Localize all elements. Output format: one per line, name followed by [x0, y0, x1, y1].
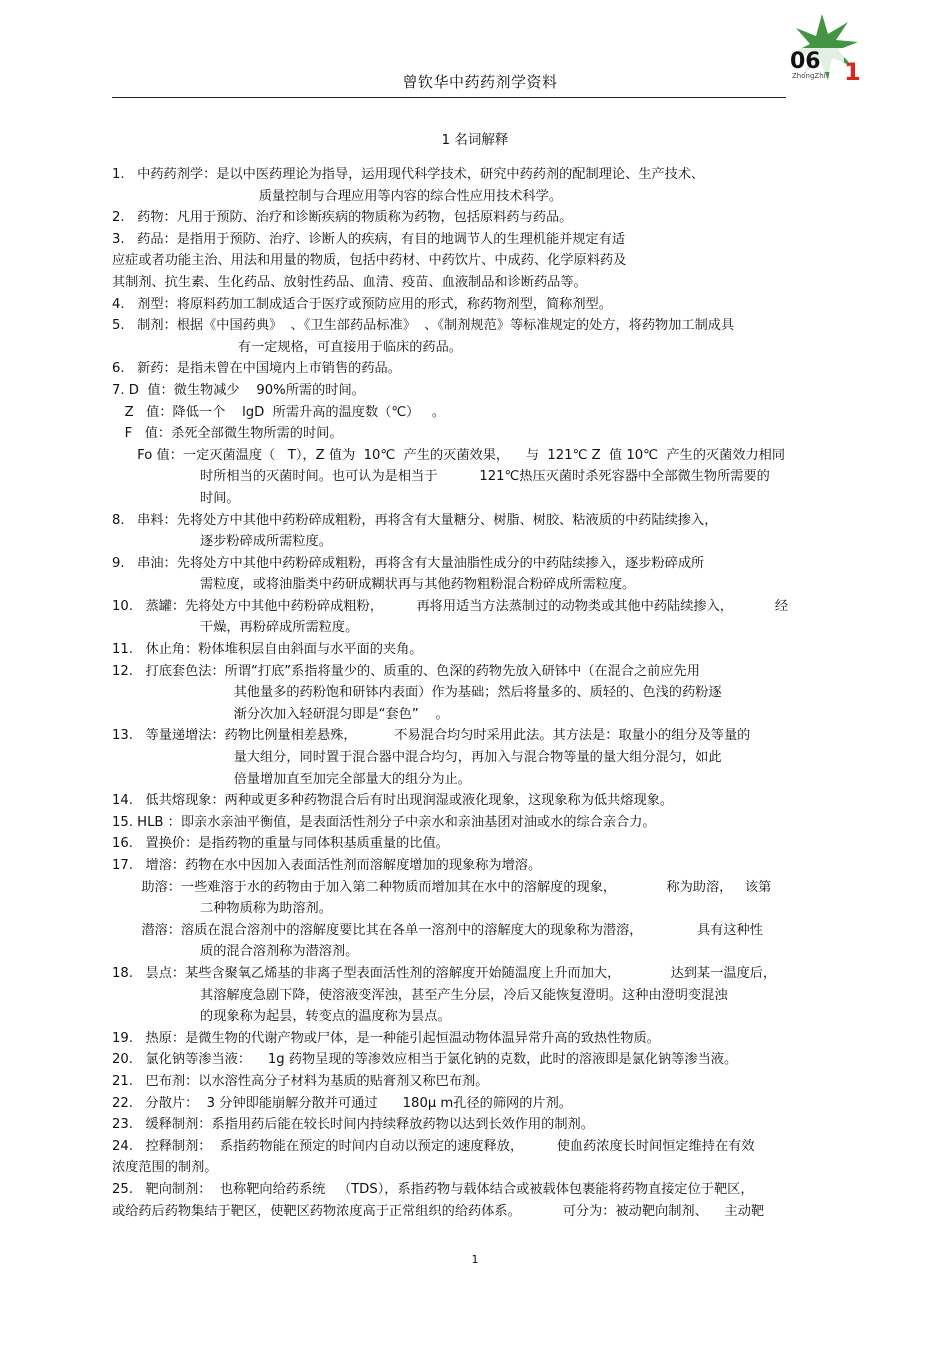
text-line: 其制剂、抗生素、生化药品、放射性药品、血清、疫苗、血液制品和诊断药品等。 [112, 274, 587, 290]
text-line: 倍量增加直至加完全部量大的组分为止。 [112, 771, 471, 787]
text-line: 1. 中药药剂学：是以中医药理论为指导，运用现代科学技术，研究中药药剂的配制理论、生产技术、 [112, 167, 705, 182]
text-line: 其溶解度急剧下降，使溶液变浑浊，甚至产生分层，冷后又能恢复澄明。这种由澄明变混浊 [112, 987, 728, 1003]
text-line: 干燥，再粉碎成所需粒度。 [112, 620, 359, 636]
text-line: 25. 靶向制剂： 也称靶向给药系统 （TDS），系指药物与载体结合或被载体包裹能将药物直接定位于靶区， [112, 1181, 754, 1197]
text-line: 逐步粉碎成所需粒度。 [112, 534, 332, 550]
text-line: 质量控制与合理应用等内容的综合性应用技术科学。 [112, 188, 563, 204]
text-line: 的现象称为起昙，转变点的温度称为昙点。 [112, 1009, 451, 1025]
text-line: 9. 串油：先将处方中其他中药粉碎成粗粉，再将含有大量油脂性成分的中药陆续掺入，逐步粉碎成所 [112, 555, 705, 571]
text-line: 8. 串料：先将处方中其他中药粉碎成粗粉，再将含有大量糖分、树脂、树胶、粘液质的中药陆续掺入， [112, 512, 718, 528]
text-line: 10. 蒸罐：先将处方中其他中药粉碎成粗粉， 再将用适当方法蒸制过的动物类或其他中药陆续掺入， 经 [112, 598, 789, 614]
text-line: Fo 值：一定灭菌温度（ T），Z 值为 10℃ 产生的灭菌效果， 与 121℃ Z 值 10℃ 产生的灭菌效力相同 [112, 447, 786, 463]
text-line: 2. 药物：凡用于预防、治疗和诊断疾病的物质称为药物，包括原料药与药品。 [112, 210, 573, 226]
text-line: 渐分次加入轻研混匀即是“套色” 。 [112, 706, 449, 722]
text-line: 6. 新药：是指未曾在中国境内上市销售的药品。 [112, 361, 401, 377]
text-line: 4. 剂型：将原料药加工制成适合于医疗或预防应用的形式，称药物剂型，简称剂型。 [112, 296, 612, 312]
text-line: 时所相当的灭菌时间。也可认为是相当于 121℃热压灭菌时杀死容器中全部微生物所需要的 [112, 469, 770, 485]
text-line: 5. 制剂：根据《中国药典》 、《卫生部药品标准》 、《制剂规范》等标准规定的处方，将药物加工制成具 [112, 318, 735, 334]
text-line: 22. 分散片： 3 分钟即能崩解分散并可通过 180μ m孔径的筛网的片剂。 [112, 1095, 572, 1111]
logo-sub: ZhongZhi [792, 72, 826, 80]
section-title: 1 名词解释 [441, 132, 509, 148]
text-line: 3. 药品：是指用于预防、治疗、诊断人的疾病，有目的地调节人的生理机能并规定有适 [112, 231, 626, 247]
text-line: Z 值：降低一个 lgD 所需升高的温度数（℃） 。 [112, 404, 446, 420]
text-line: 质的混合溶剂称为潜溶剂。 [112, 944, 359, 960]
text-line: 20. 氯化钠等渗当液： 1g 药物呈现的等渗效应相当于氯化钠的克数，此时的溶液即是氯化钠等渗当液。 [112, 1052, 738, 1068]
text-line: 二种物质称为助溶剂。 [112, 901, 332, 917]
text-line: 14. 低共熔现象：两种或更多种药物混合后有时出现润湿或液化现象，这现象称为低共熔现象。 [112, 793, 674, 809]
text-line: 16. 置换价：是指药物的重量与同体积基质重量的比值。 [112, 836, 449, 852]
text-line: 13. 等量递增法：药物比例量相差悬殊， 不易混合均匀时采用此法。其方法是：取量小的组分及等量的 [112, 728, 751, 744]
text-line: 或给药后药物集结于靶区，使靶区药物浓度高于正常组织的给药体系。 可分为：被动靶向制剂、 主动靶 [112, 1203, 765, 1219]
text-line: F 值：杀死全部微生物所需的时间。 [112, 426, 343, 442]
definitions-body [112, 164, 862, 1222]
header-divider [112, 97, 786, 98]
text-line: 有一定规格，可直接用于临床的药品。 [112, 339, 462, 355]
text-line: 需粒度，或将油脂类中药研成糊状再与其他药物粗粉混合粉碎成所需粒度。 [112, 577, 636, 593]
text-line: 浓度范围的制剂。 [112, 1160, 218, 1176]
logo [782, 10, 862, 102]
logo-text: 06 [790, 49, 821, 74]
text-line: 应症或者功能主治、用法和用量的物质，包括中药材、中药饮片、中成药、化学原料药及 [112, 253, 627, 269]
text-line: 24. 控释制剂： 系指药物能在预定的时间内自动以预定的速度释放， 使血药浓度长时间恒定维持在有效 [112, 1138, 755, 1154]
text-line: 23. 缓释制剂：系指用药后能在较长时间内持续释放药物以达到长效作用的制剂。 [112, 1117, 594, 1133]
page-header-title: 曾钦华中药药剂学资料 [402, 73, 558, 91]
text-line: 19. 热原：是微生物的代谢产物或尸体，是一种能引起恒温动物体温异常升高的致热性物质。 [112, 1030, 660, 1046]
logo-digit: 1 [844, 58, 861, 86]
text-line: 12. 打底套色法：所谓“打底”系指将量少的、质重的、色深的药物先放入研钵中（在混合之前应先用 [112, 663, 700, 679]
text-line: 18. 昙点：某些含聚氧乙烯基的非离子型表面活性剂的溶解度开始随温度上升而加大， 达到某一温度后， [112, 965, 777, 981]
text-line: 量大组分，同时置于混合器中混合均匀，再加入与混合物等量的量大组分混匀，如此 [112, 750, 722, 766]
text-line: 潜溶：溶质在混合溶剂中的溶解度要比其在各单一溶剂中的溶解度大的现象称为潜溶， 具有这种性 [112, 922, 763, 938]
text-line: 时间。 [112, 490, 240, 506]
text-line: 7. D 值：微生物减少 90%所需的时间。 [112, 382, 365, 398]
text-line: 21. 巴布剂：以水溶性高分子材料为基质的贴膏剂又称巴布剂。 [112, 1073, 489, 1089]
text-line: 17. 增溶：药物在水中因加入表面活性剂而溶解度增加的现象称为增溶。 [112, 858, 542, 873]
page-number: 1 [471, 1253, 479, 1266]
text-line: 助溶：一些难溶于水的药物由于加入第二种物质而增加其在水中的溶解度的现象， 称为助溶， 该第 [112, 879, 772, 895]
text-line: 其他量多的药粉饱和研钵内表面）作为基础；然后将量多的、质轻的、色浅的药粉逐 [112, 685, 722, 701]
logo-leaf-icon [782, 10, 862, 102]
text-line: 11. 休止角：粉体堆积层自由斜面与水平面的夹角。 [112, 642, 423, 658]
text-line: 15. HLB ：即亲水亲油平衡值，是表面活性剂分子中亲水和亲油基团对油或水的综合亲合力。 [112, 814, 656, 830]
